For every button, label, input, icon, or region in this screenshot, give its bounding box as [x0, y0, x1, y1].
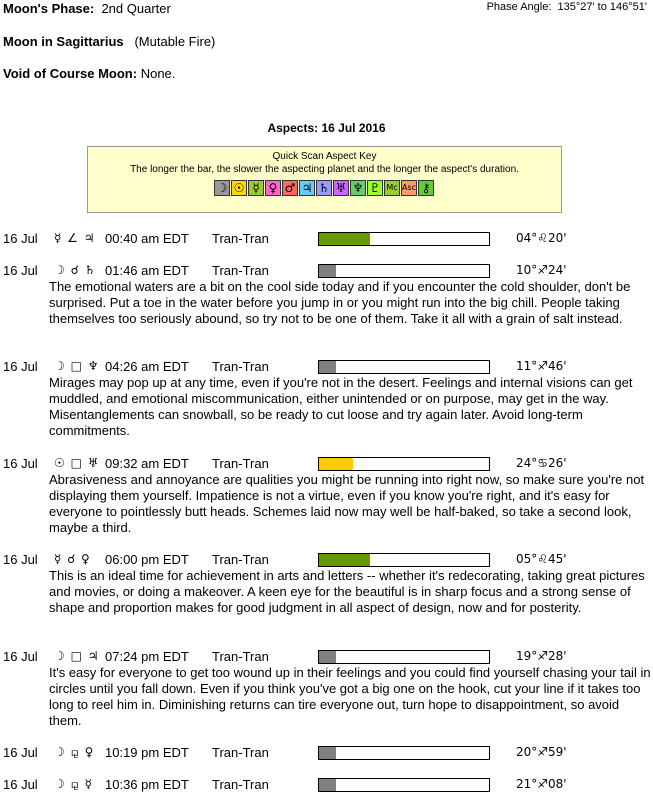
aspect-glyphs: ☉ □ ♅	[54, 456, 100, 470]
duration-bar	[318, 778, 490, 792]
aspect-type: Tran-Tran	[212, 745, 269, 760]
aspect-row	[0, 649, 653, 665]
aspect-glyphs: ☽ □ ♆	[54, 359, 100, 373]
phase-angle	[487, 1, 647, 13]
aspect-position: 11°♐46'	[516, 359, 567, 373]
duration-bar	[318, 746, 490, 760]
aspect-date: 16 Jul	[3, 649, 38, 664]
moon-phase-line	[3, 1, 171, 16]
aspect-position: 04°♌20'	[516, 231, 567, 245]
aspect-entry	[0, 456, 653, 536]
aspect-description: The emotional waters are a bit on the cool side today and if you encounter the cold shoulder, don't be surprised. Put a toe in the water before you jump in or you might run into the big chill. People taking themselves too seriously abound, so try not to be one of them. Take it all with a grain of salt instead.	[49, 279, 631, 326]
aspect-type: Tran-Tran	[212, 359, 269, 374]
ascendant-icon: Asc	[401, 180, 417, 196]
venus-icon: ♀	[265, 180, 281, 196]
aspect-description: This is an ideal time for achievement in arts and letters -- whether it's redecorating, taking great pictures and movies, or doing a makeover. A keen eye for the beautiful is in sharp focus and a strong sense of shape and proportion makes for good judgment in all aspect of design, now and for posterity.	[49, 568, 645, 615]
duration-bar-fill	[319, 651, 336, 663]
aspect-type: Tran-Tran	[212, 231, 269, 246]
saturn-icon: ♄	[316, 180, 332, 196]
duration-bar-fill	[319, 233, 370, 245]
aspect-time: 01:46 am EDT	[105, 263, 189, 278]
pluto-icon: ♇	[367, 180, 383, 196]
aspect-type: Tran-Tran	[212, 649, 269, 664]
aspect-time: 10:36 pm EDT	[105, 777, 189, 792]
aspect-description: It's easy for everyone to get too wound up in their feelings and you could find yourself chasing your tail in circles until you fall down. Even if you think you've got a big one on the hook, cut your line if it takes too long to reel him in. Diminishing returns can tire everyone out, turn hope to disappointment, so avoid them.	[49, 665, 651, 728]
aspect-time: 09:32 am EDT	[105, 456, 189, 471]
aspect-type: Tran-Tran	[212, 263, 269, 278]
aspect-position: 20°♐59'	[516, 745, 567, 759]
aspect-entry	[0, 263, 653, 327]
aspect-entry	[0, 552, 653, 616]
aspect-entry	[0, 777, 653, 793]
chiron-icon: ⚷	[418, 180, 434, 196]
duration-bar	[318, 650, 490, 664]
aspect-description: Abrasiveness and annoyance are qualities you might be running into right now, so make sure you're not displaying them yourself. Impatience is not a virtue, even if you know you're right, and it's easy for everyone to pointlessly butt heads. Schemes laid now may well be half-baked, so take a second look, maybe a third.	[49, 472, 645, 535]
aspect-date: 16 Jul	[3, 456, 38, 471]
aspect-time: 00:40 am EDT	[105, 231, 189, 246]
neptune-icon: ♆	[350, 180, 366, 196]
duration-bar-fill	[319, 747, 336, 759]
aspect-key-icons	[88, 180, 561, 196]
void-value: None.	[140, 66, 176, 81]
aspect-entry	[0, 359, 653, 439]
aspect-time: 06:00 pm EDT	[105, 552, 189, 567]
duration-bar	[318, 232, 490, 246]
aspect-type: Tran-Tran	[212, 552, 269, 567]
aspect-date: 16 Jul	[3, 745, 38, 760]
aspect-date: 16 Jul	[3, 359, 38, 374]
aspect-row	[0, 745, 653, 761]
aspect-row	[0, 231, 653, 247]
mars-icon: ♂	[282, 180, 298, 196]
phase-angle-label: Phase Angle:	[486, 1, 552, 13]
duration-bar-fill	[319, 779, 336, 791]
aspect-row	[0, 552, 653, 568]
midheaven-icon: Mc	[384, 180, 400, 196]
aspect-row	[0, 263, 653, 279]
duration-bar	[318, 360, 490, 374]
duration-bar-fill	[319, 554, 370, 566]
aspect-description: Mirages may pop up at any time, even if you're not in the desert. Feelings and internal visions can get muddled, and emotional miscommunication, either unintended or on purpose, may get in the way. Misentanglements can snowball, so be ready to cut loose and try again later. Avoid long-term commitments.	[49, 375, 633, 438]
jupiter-icon: ♃	[299, 180, 315, 196]
aspect-glyphs: ☽ ⚼ ♀	[54, 745, 95, 759]
aspect-entry	[0, 231, 653, 247]
moon-sign-line	[3, 34, 215, 49]
aspect-key-description: The longer the bar, the slower the aspecting planet and the longer the aspect's duration.	[130, 164, 519, 175]
aspect-date: 16 Jul	[3, 263, 38, 278]
aspect-key-box	[87, 146, 562, 213]
duration-bar-fill	[319, 265, 336, 277]
aspect-row	[0, 777, 653, 793]
moon-phase-label: Moon's Phase:	[3, 1, 95, 16]
aspect-glyphs: ☽ ☌ ♄	[54, 263, 97, 277]
duration-bar	[318, 264, 490, 278]
aspect-position: 21°♐08'	[516, 777, 567, 791]
aspect-time: 04:26 am EDT	[105, 359, 189, 374]
void-label: Void of Course Moon:	[3, 66, 138, 81]
duration-bar-fill	[319, 458, 353, 470]
duration-bar-fill	[319, 361, 336, 373]
aspect-glyphs: ☽ ⚼ ☿	[54, 777, 94, 791]
aspect-date: 16 Jul	[3, 777, 38, 792]
moon-sign-label: Moon in Sagittarius	[3, 34, 124, 49]
aspect-key-title: Quick Scan Aspect Key	[272, 151, 377, 162]
aspect-glyphs: ☽ □ ♃	[54, 649, 100, 663]
moon-sign-detail: (Mutable Fire)	[134, 34, 216, 49]
duration-bar	[318, 457, 490, 471]
aspect-position: 10°♐24'	[516, 263, 567, 277]
uranus-icon: ♅	[333, 180, 349, 196]
aspect-type: Tran-Tran	[212, 456, 269, 471]
phase-angle-value: 135°27' to 146°51'	[557, 1, 647, 13]
sun-icon: ☉	[231, 180, 247, 196]
moon-icon: ☽	[214, 180, 230, 196]
aspect-glyphs: ☿ ☌ ♀	[54, 552, 91, 566]
aspect-glyphs: ☿ ∠ ♃	[54, 231, 96, 245]
aspect-type: Tran-Tran	[212, 777, 269, 792]
aspect-date: 16 Jul	[3, 231, 38, 246]
aspect-date: 16 Jul	[3, 552, 38, 567]
moon-phase-value: 2nd Quarter	[101, 1, 171, 16]
aspect-time: 10:19 pm EDT	[105, 745, 189, 760]
void-of-course-line	[3, 66, 175, 81]
duration-bar	[318, 553, 490, 567]
aspect-position: 05°♌45'	[516, 552, 567, 566]
aspect-row	[0, 359, 653, 375]
aspect-entry	[0, 745, 653, 761]
aspect-time: 07:24 pm EDT	[105, 649, 189, 664]
aspect-position: 19°♐28'	[516, 649, 567, 663]
aspect-position: 24°♋26'	[516, 456, 567, 470]
mercury-icon: ☿	[248, 180, 264, 196]
aspect-entry	[0, 649, 653, 729]
aspect-row	[0, 456, 653, 472]
aspects-title: Aspects: 16 Jul 2016	[267, 121, 386, 135]
